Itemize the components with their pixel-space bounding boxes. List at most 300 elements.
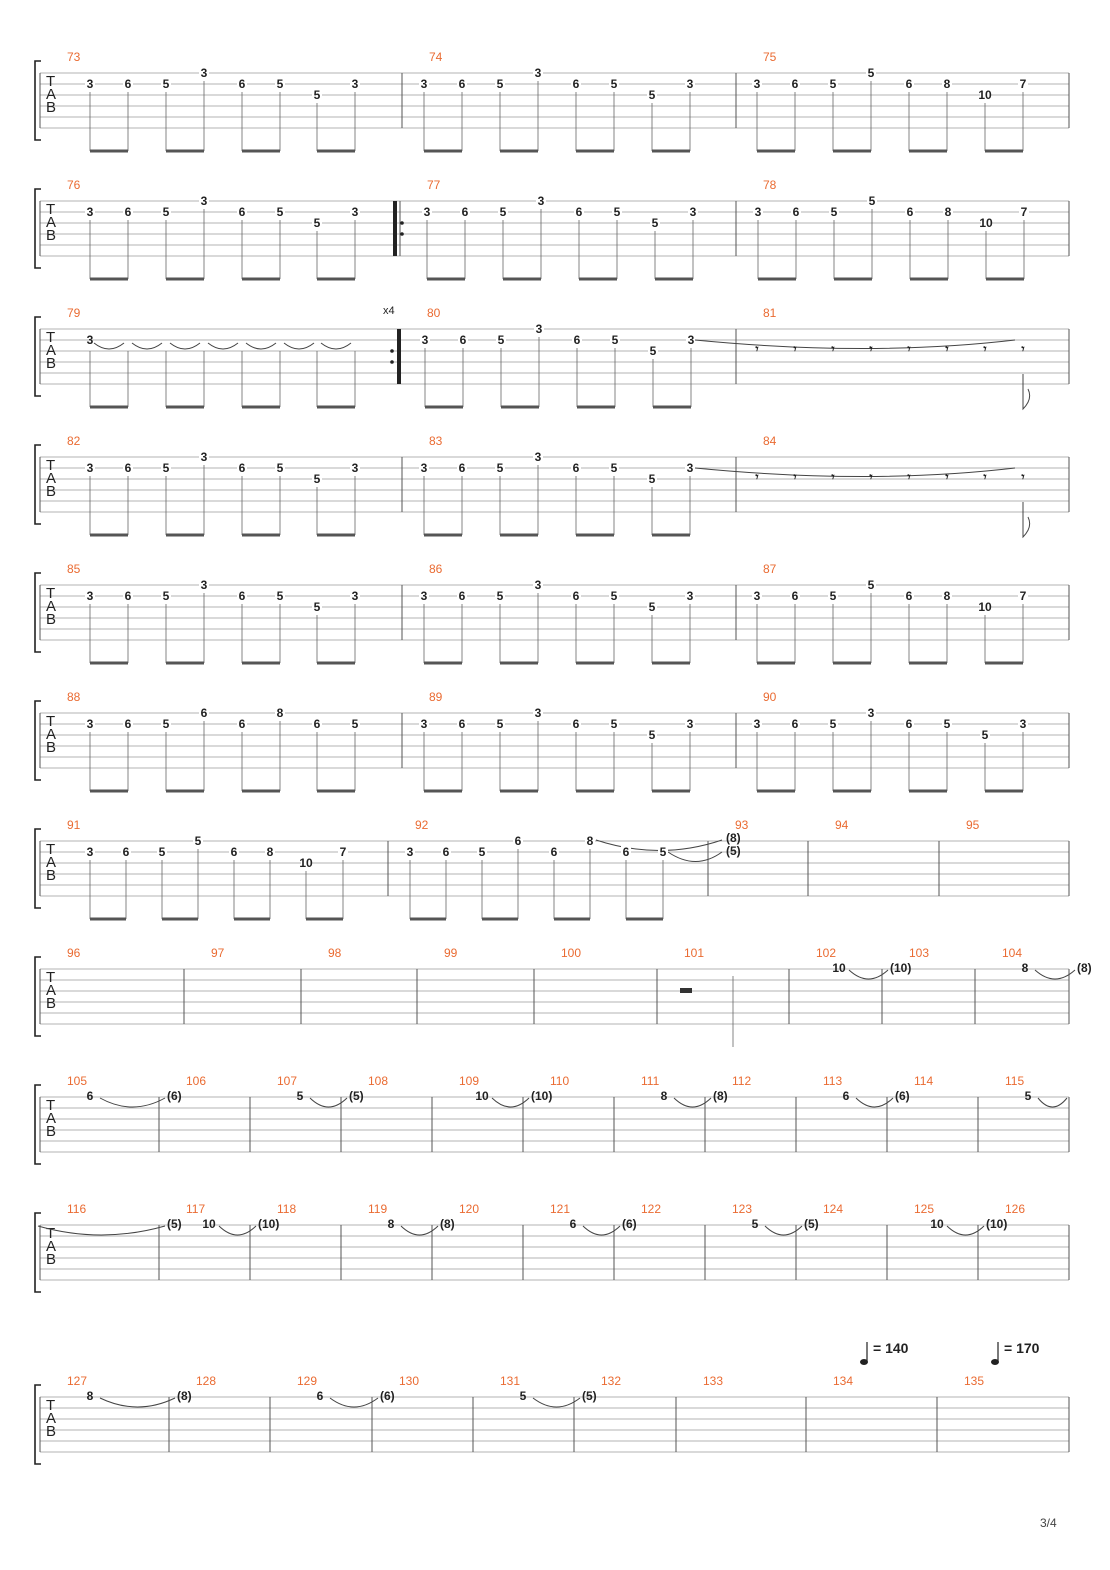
measure-number: 97	[211, 946, 225, 960]
fret-number: 10	[202, 1217, 216, 1231]
tab-clef-letter: B	[46, 1423, 57, 1440]
measure-number: 110	[550, 1074, 570, 1088]
fret-number: 6	[238, 461, 246, 475]
rest-symbol: 𝄾	[983, 342, 987, 356]
fret-number: 6	[569, 1217, 577, 1231]
measure-number: 111	[641, 1074, 660, 1088]
measure-number: 77	[427, 178, 441, 192]
fret-number: 5	[610, 717, 618, 731]
fret-number: 5	[611, 333, 619, 347]
fret-number: 5	[981, 728, 989, 742]
fret-number: 5	[867, 578, 875, 592]
fret-number: 3	[686, 717, 694, 731]
fret-number: 10	[978, 600, 992, 614]
tab-clef-letter: T	[46, 329, 56, 346]
fret-number: 3	[420, 717, 428, 731]
tab-clef-letter: A	[46, 982, 57, 999]
fret-number: 3	[689, 205, 697, 219]
measure-number: 74	[429, 50, 443, 64]
measure-number: 105	[67, 1074, 88, 1088]
tied-fret: (10)	[531, 1089, 553, 1103]
fret-number: 5	[276, 589, 284, 603]
fret-number: 5	[829, 589, 837, 603]
fret-number: 5	[868, 194, 876, 208]
measure-number: 76	[67, 178, 81, 192]
rest-symbol: 𝄾	[755, 342, 759, 356]
tab-clef-letter: T	[46, 713, 56, 730]
fret-number: 8	[86, 1389, 94, 1403]
fret-number: 10	[475, 1089, 489, 1103]
fret-number: 5	[943, 717, 951, 731]
measure-number: 91	[67, 818, 81, 832]
fret-number: 6	[238, 589, 246, 603]
fret-number: 6	[906, 205, 914, 219]
measure-number: 133	[703, 1374, 724, 1388]
measure-number: 127	[67, 1374, 88, 1388]
measure-number: 107	[277, 1074, 298, 1088]
fret-number: 5	[313, 216, 321, 230]
tie-arc	[284, 343, 314, 349]
tab-clef-letter: A	[46, 598, 57, 615]
measure-number: 96	[67, 946, 81, 960]
measure-number: 104	[1002, 946, 1023, 960]
tab-clef-letter: B	[46, 1251, 57, 1268]
tie-arc	[246, 343, 276, 349]
measure-number: 128	[196, 1374, 217, 1388]
tied-fret: (6)	[380, 1389, 395, 1403]
rest-symbol: 𝄾	[831, 342, 835, 356]
measure-number: 86	[429, 562, 443, 576]
fret-number: 6	[572, 77, 580, 91]
fret-number: 5	[194, 834, 202, 848]
fret-number: 6	[842, 1089, 850, 1103]
fret-number: 6	[313, 717, 321, 731]
fret-number: 5	[313, 472, 321, 486]
tab-clef-letter: B	[46, 739, 57, 756]
fret-number: 5	[296, 1089, 304, 1103]
repeat-dot	[400, 221, 404, 225]
fret-number: 7	[1019, 589, 1027, 603]
rest-symbol: 𝄾	[907, 342, 911, 356]
tab-clef-letter: A	[46, 1238, 57, 1255]
fret-number: 3	[420, 589, 428, 603]
tab-clef-letter: A	[46, 86, 57, 103]
fret-number: 5	[496, 461, 504, 475]
tie-arc	[132, 343, 162, 349]
fret-number: 5	[610, 589, 618, 603]
fret-number: 10	[832, 961, 846, 975]
fret-number: 5	[276, 461, 284, 475]
rest-symbol: 𝄾	[945, 470, 949, 484]
fret-number: 6	[442, 845, 450, 859]
fret-number: 8	[266, 845, 274, 859]
fret-number: 6	[86, 1089, 94, 1103]
fret-number: 6	[791, 717, 799, 731]
tied-fret: (10)	[890, 961, 912, 975]
measure-number: 78	[763, 178, 777, 192]
fret-number: 8	[387, 1217, 395, 1231]
fret-number: 5	[829, 77, 837, 91]
fret-number: 5	[313, 600, 321, 614]
tied-fret: (8)	[440, 1217, 455, 1231]
tied-fret: (5)	[726, 844, 741, 858]
tied-fret: (5)	[167, 1217, 182, 1231]
measure-number: 90	[763, 690, 777, 704]
fret-number: 3	[686, 461, 694, 475]
measure-number: 75	[763, 50, 777, 64]
measure-number: 124	[823, 1202, 844, 1216]
tie-arc	[100, 1098, 165, 1107]
fret-number: 10	[979, 216, 993, 230]
fret-number: 3	[753, 589, 761, 603]
measure-number: 115	[1005, 1074, 1025, 1088]
measure-number: 132	[601, 1374, 622, 1388]
fret-number: 8	[943, 77, 951, 91]
rest-symbol: 𝄾	[755, 470, 759, 484]
fret-number: 5	[158, 845, 166, 859]
measure-number: 95	[966, 818, 980, 832]
measure-number: 100	[561, 946, 582, 960]
fret-number: 6	[792, 205, 800, 219]
tab-clef-letter: T	[46, 969, 56, 986]
measure-number: 125	[914, 1202, 935, 1216]
fret-number: 6	[458, 717, 466, 731]
measure-number: 134	[833, 1374, 854, 1388]
tied-fret: (6)	[167, 1089, 182, 1103]
tied-fret: (5)	[582, 1389, 597, 1403]
tie-arc	[1038, 1098, 1067, 1107]
fret-number: 3	[351, 461, 359, 475]
tied-fret: (5)	[349, 1089, 364, 1103]
fret-number: 5	[651, 216, 659, 230]
fret-number: 6	[572, 717, 580, 731]
tab-clef-letter: B	[46, 995, 57, 1012]
fret-number: 5	[162, 717, 170, 731]
fret-number: 6	[461, 205, 469, 219]
tab-clef-letter: A	[46, 1410, 57, 1427]
fret-number: 7	[1020, 205, 1028, 219]
fret-number: 6	[514, 834, 522, 848]
fret-number: 3	[753, 717, 761, 731]
fret-number: 6	[458, 77, 466, 91]
fret-number: 6	[550, 845, 558, 859]
fret-number: 5	[276, 205, 284, 219]
measure-number: 98	[328, 946, 342, 960]
measure-number: 112	[732, 1074, 752, 1088]
fret-number: 5	[1024, 1089, 1032, 1103]
rest-symbol: 𝄾	[1021, 470, 1025, 484]
fret-number: 3	[351, 77, 359, 91]
fret-number: 5	[830, 205, 838, 219]
fret-number: 6	[238, 717, 246, 731]
tab-clef-letter: T	[46, 201, 56, 218]
grace-note-flag	[1023, 374, 1030, 409]
tab-clef-letter: B	[46, 483, 57, 500]
fret-number: 3	[534, 66, 542, 80]
fret-number: 6	[316, 1389, 324, 1403]
rest-symbol: 𝄾	[869, 470, 873, 484]
tab-clef-letter: A	[46, 470, 57, 487]
fret-number: 5	[162, 205, 170, 219]
fret-number: 3	[420, 77, 428, 91]
fret-number: 5	[496, 717, 504, 731]
fret-number: 6	[124, 77, 132, 91]
fret-number: 10	[930, 1217, 944, 1231]
tie-arc	[533, 1398, 580, 1407]
fret-number: 3	[753, 77, 761, 91]
measure-number: 120	[459, 1202, 480, 1216]
slur-arc	[695, 340, 1015, 349]
measure-number: 93	[735, 818, 749, 832]
fret-number: 3	[351, 589, 359, 603]
fret-number: 6	[458, 461, 466, 475]
fret-number: 5	[659, 845, 667, 859]
measure-number: 114	[914, 1074, 934, 1088]
fret-number: 3	[534, 578, 542, 592]
measure-number: 123	[732, 1202, 753, 1216]
repeat-dot	[400, 232, 404, 236]
fret-number: 8	[660, 1089, 668, 1103]
fret-number: 6	[122, 845, 130, 859]
tied-fret: (8)	[1077, 961, 1092, 975]
fret-number: 3	[534, 706, 542, 720]
fret-number: 3	[86, 717, 94, 731]
fret-number: 10	[299, 856, 313, 870]
measure-number: 81	[763, 306, 777, 320]
tie-arc	[321, 343, 351, 349]
fret-number: 5	[648, 728, 656, 742]
fret-number: 3	[686, 77, 694, 91]
fret-number: 6	[575, 205, 583, 219]
fret-number: 3	[537, 194, 545, 208]
tab-clef-letter: B	[46, 611, 57, 628]
fret-number: 3	[1019, 717, 1027, 731]
tied-fret: (8)	[713, 1089, 728, 1103]
fret-number: 6	[905, 717, 913, 731]
measure-number: 92	[415, 818, 429, 832]
fret-number: 5	[162, 77, 170, 91]
tab-clef-letter: A	[46, 1110, 57, 1127]
measure-number: 79	[67, 306, 81, 320]
tied-fret: (6)	[895, 1089, 910, 1103]
fret-number: 3	[86, 205, 94, 219]
tie-arc	[38, 1226, 165, 1235]
fret-number: 5	[649, 344, 657, 358]
measure-number: 82	[67, 434, 81, 448]
measure-number: 88	[67, 690, 81, 704]
fret-number: 6	[572, 589, 580, 603]
rest-symbol: 𝄾	[983, 470, 987, 484]
tie-arc	[668, 852, 722, 862]
fret-number: 3	[406, 845, 414, 859]
measure-number: 131	[500, 1374, 521, 1388]
repeat-dot	[390, 360, 394, 364]
tab-clef-letter: A	[46, 214, 57, 231]
fret-number: 3	[686, 589, 694, 603]
tab-clef-letter: A	[46, 854, 57, 871]
rest-symbol: 𝄾	[793, 470, 797, 484]
fret-number: 3	[200, 450, 208, 464]
measure-number: 129	[297, 1374, 318, 1388]
measure-number: 113	[823, 1074, 843, 1088]
fret-number: 5	[496, 77, 504, 91]
fret-number: 5	[496, 589, 504, 603]
fret-number: 6	[124, 717, 132, 731]
fret-number: 6	[230, 845, 238, 859]
fret-number: 5	[867, 66, 875, 80]
tab-clef-letter: T	[46, 1097, 56, 1114]
fret-number: 3	[86, 589, 94, 603]
fret-number: 8	[276, 706, 284, 720]
tie-arc	[208, 343, 238, 349]
fret-number: 6	[791, 589, 799, 603]
fret-number: 5	[751, 1217, 759, 1231]
fret-number: 3	[754, 205, 762, 219]
fret-number: 5	[162, 461, 170, 475]
tempo-mark: = 170	[1004, 1340, 1040, 1356]
fret-number: 5	[313, 88, 321, 102]
rest-symbol: 𝄾	[1021, 342, 1025, 356]
fret-number: 3	[86, 461, 94, 475]
tab-clef-letter: A	[46, 342, 57, 359]
tab-clef-letter: T	[46, 841, 56, 858]
fret-number: 7	[1019, 77, 1027, 91]
tied-fret: (10)	[986, 1217, 1008, 1231]
fret-number: 3	[420, 461, 428, 475]
rest-symbol: 𝄾	[831, 470, 835, 484]
fret-number: 3	[423, 205, 431, 219]
rest-symbol: 𝄾	[907, 470, 911, 484]
tab-clef-letter: T	[46, 1225, 56, 1242]
fret-number: 5	[162, 589, 170, 603]
rest-symbol: 𝄾	[945, 342, 949, 356]
fret-number: 6	[124, 461, 132, 475]
fret-number: 3	[86, 333, 94, 347]
tied-fret: (6)	[622, 1217, 637, 1231]
tie-arc	[100, 1398, 175, 1407]
measure-number: 102	[816, 946, 837, 960]
fret-number: 6	[238, 205, 246, 219]
fret-number: 3	[534, 450, 542, 464]
tie-arc	[94, 343, 124, 349]
measure-number: 121	[550, 1202, 571, 1216]
measure-number: 87	[763, 562, 777, 576]
tab-clef-letter: A	[46, 726, 57, 743]
fret-number: 6	[573, 333, 581, 347]
repeat-count: x4	[383, 305, 395, 317]
fret-number: 3	[200, 66, 208, 80]
fret-number: 6	[200, 706, 208, 720]
fret-number: 5	[478, 845, 486, 859]
fret-number: 6	[238, 77, 246, 91]
measure-number: 109	[459, 1074, 480, 1088]
measure-number: 106	[186, 1074, 207, 1088]
tab-clef-letter: B	[46, 99, 57, 116]
fret-number: 3	[351, 205, 359, 219]
measure-number: 108	[368, 1074, 389, 1088]
tab-clef-letter: B	[46, 1123, 57, 1140]
tie-arc	[170, 343, 200, 349]
measure-number: 89	[429, 690, 443, 704]
measure-number: 135	[964, 1374, 985, 1388]
fret-number: 3	[200, 194, 208, 208]
fret-number: 5	[519, 1389, 527, 1403]
measure-number: 73	[67, 50, 81, 64]
fret-number: 5	[613, 205, 621, 219]
tied-fret: (5)	[804, 1217, 819, 1231]
fret-number: 8	[1021, 961, 1029, 975]
tab-clef-letter: T	[46, 585, 56, 602]
tied-fret: (10)	[258, 1217, 280, 1231]
fret-number: 8	[943, 589, 951, 603]
fret-number: 5	[499, 205, 507, 219]
whole-rest	[680, 988, 692, 993]
fret-number: 3	[200, 578, 208, 592]
fret-number: 5	[610, 461, 618, 475]
fret-number: 5	[497, 333, 505, 347]
slur-arc	[695, 468, 1015, 477]
repeat-dot	[390, 349, 394, 353]
fret-number: 5	[829, 717, 837, 731]
fret-number: 3	[86, 845, 94, 859]
fret-number: 6	[905, 77, 913, 91]
fret-number: 6	[124, 205, 132, 219]
tab-clef-letter: T	[46, 457, 56, 474]
fret-number: 5	[276, 77, 284, 91]
fret-number: 6	[905, 589, 913, 603]
measure-number: 122	[641, 1202, 662, 1216]
fret-number: 6	[622, 845, 630, 859]
measure-number: 103	[909, 946, 930, 960]
tab-clef-letter: B	[46, 867, 57, 884]
fret-number: 3	[86, 77, 94, 91]
fret-number: 10	[978, 88, 992, 102]
page-number: 3/4	[1040, 1516, 1057, 1530]
measure-number: 101	[684, 946, 705, 960]
fret-number: 6	[572, 461, 580, 475]
tie-arc	[330, 1398, 378, 1407]
measure-number: 99	[444, 946, 458, 960]
fret-number: 6	[458, 589, 466, 603]
rest-symbol: 𝄾	[793, 342, 797, 356]
measure-number: 118	[277, 1202, 297, 1216]
fret-number: 7	[339, 845, 347, 859]
tab-clef-letter: B	[46, 227, 57, 244]
tied-fret: (8)	[177, 1389, 192, 1403]
fret-number: 6	[791, 77, 799, 91]
tab-clef-letter: T	[46, 73, 56, 90]
fret-number: 3	[535, 322, 543, 336]
fret-number: 5	[648, 88, 656, 102]
measure-number: 85	[67, 562, 81, 576]
fret-number: 3	[421, 333, 429, 347]
measure-number: 130	[399, 1374, 420, 1388]
measure-number: 80	[427, 306, 441, 320]
measure-number: 119	[368, 1202, 388, 1216]
grace-note-flag	[1023, 502, 1030, 537]
fret-number: 8	[944, 205, 952, 219]
measure-number: 126	[1005, 1202, 1026, 1216]
fret-number: 3	[687, 333, 695, 347]
tab-clef-letter: B	[46, 355, 57, 372]
tempo-mark: = 140	[873, 1340, 909, 1356]
tab-clef-letter: T	[46, 1397, 56, 1414]
measure-number: 117	[186, 1202, 206, 1216]
rest-symbol: 𝄾	[869, 342, 873, 356]
tied-fret: (8)	[726, 831, 741, 845]
fret-number: 6	[459, 333, 467, 347]
measure-number: 84	[763, 434, 777, 448]
